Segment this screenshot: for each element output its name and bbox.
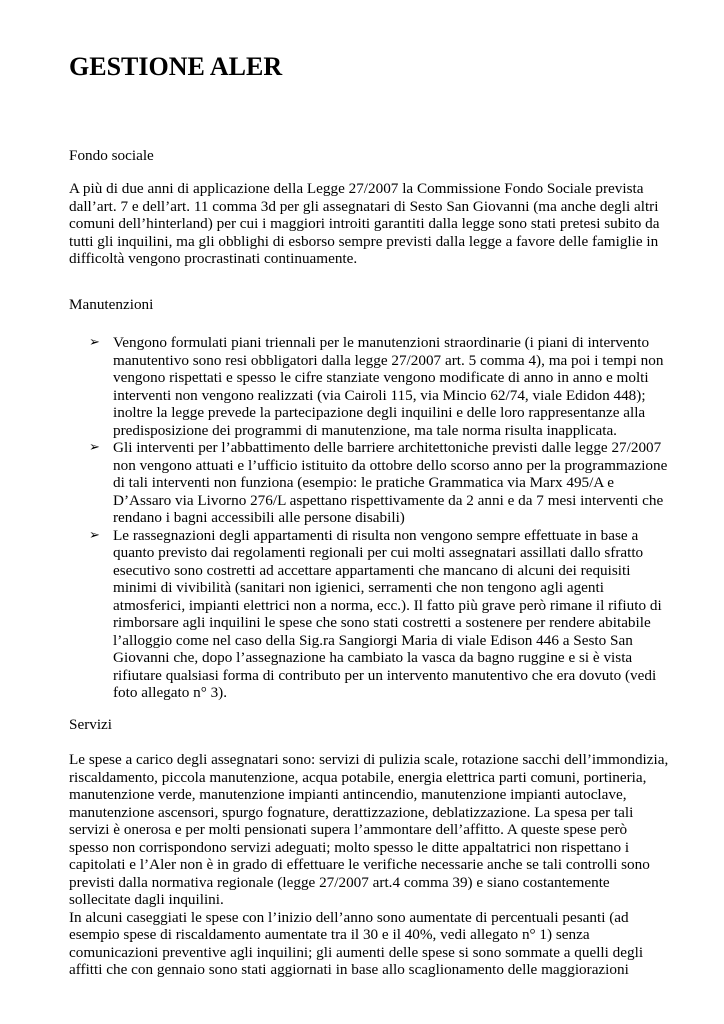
document-title: GESTIONE ALER <box>69 52 283 81</box>
manutenzioni-bullet-list <box>69 334 669 702</box>
bullet-text: Gli interventi per l’abbattimento delle barriere architettoniche previsti dalle legge 27/2007 non vengono attuati e l’ufficio istituito da ottobre dello scorso anno per la programmazione di tali interventi non funziona (esempio: le pratiche Grammatica via Marx 495/A e D’Assaro via Livorno 276/L aspettano rispettivamente da 2 anni e da 7 mesi interventi che rendano i bagni accessibili alle persone disabili) <box>113 439 668 526</box>
list-item <box>69 527 669 702</box>
servizi-text-2: In alcuni caseggiati le spese con l’inizio dell’anno sono aumentate di percentuali pesanti (ad esempio spese di riscaldamento aumentate tra il 30 e il 40%, vedi allegato n° 1) senza comunicazioni preventive agli inquilini; gli aumenti delle spese si sono sommate a quelli degli affitti che con gennaio sono stati aggiornati in base allo scaglionamento delle maggiorazioni <box>69 908 644 978</box>
section-heading-fondo-sociale: Fondo sociale <box>69 147 154 164</box>
bullet-text: Le rassegnazioni degli appartamenti di risulta non vengono sempre effettuate in base a quanto previsto dai regolamenti regionali per cui molti assegnatari assillati dallo sfratto esecutivo sono costretti ad accettare appartamenti che mancano di alcuni dei requisiti minimi di vivibilità (sanitari non igienici, serramenti che non tengono agli agenti atmosferici, impianti elettrici non a norma, ecc.). Il fatto più grave però rimane il rifiuto di rimborsare agli inquilini le spese che sono stati costretti a sostenere per rendere abitabile l’alloggio come nel caso della Sig.ra Sangiorgi Maria di viale Edison 446 a Sesto San Giovanni che, dopo l’assegnazione ha cambiato la vasca da bagno ruggine e si è vista rifiutare qualsiasi forma di contributo per un intervento manutentivo che era dovuto (vedi foto allegato n° 3). <box>113 526 662 701</box>
section-heading-servizi: Servizi <box>69 716 113 733</box>
bullet-text: Vengono formulati piani triennali per le manutenzioni straordinarie (i piani di intervento manutentivo sono resi obbligatori dalla legge 27/2007 art. 5 comma 4), ma poi i tempi non vengono rispettati e spesso le cifre stanziate vengono modificate di anno in anno e molti interventi non vengono realizzati (via Cairoli 115, via Mincio 62/74, viale Edidon 448); inoltre la legge prevede la partecipazione degli inquilini e delle loro rappresentanze alla predisposizione dei programmi di manutenzione, ma tale norma risulta inapplicata. <box>113 334 664 439</box>
section-heading-manutenzioni: Manutenzioni <box>69 296 154 313</box>
servizi-paragraph <box>69 751 669 979</box>
arrowhead-bullet-icon: ➢ <box>89 335 100 350</box>
arrowhead-bullet-icon: ➢ <box>89 527 100 543</box>
arrowhead-bullet-icon: ➢ <box>89 440 100 455</box>
list-item <box>69 439 669 527</box>
list-item <box>69 334 669 439</box>
servizi-text-1: Le spese a carico degli assegnatari sono: servizi di pulizia scale, rotazione sacchi dell’immondizia, riscaldamento, piccola manutenzione, acqua potabile, energia elettrica parti comuni, portineria, manutenzione verde, manutenzione impianti antincendio, manutenzione impianti autoclave, manutenzione ascensori, spurgo fognature, derattizzazione, deblatizzazione. La spesa per tali servizi è onerosa e per molti pensionati supera l’ammontare dell’affitto. A queste spese però spesso non corrispondono servizi adeguati; molto spesso le ditte appaltatrici non rispettano i capitolati e l’Aler non è in grado di effettuare le verifiche necessarie anche se tali controlli sono previsti dalla normativa regionale (legge 27/2007 art.4 comma 39) e siano costantemente sollecitate dagli inquilini. <box>69 751 669 908</box>
fondo-sociale-text: A più di due anni di applicazione della Legge 27/2007 la Commissione Fondo Sociale prevista dall’art. 7 e dell’art. 11 comma 3d per gli assegnatari di Sesto San Giovanni (ma anche degli altri comuni dell’hinterland) per cui i maggiori introiti garantiti dalla legge sono stati pretesi subito da tutti gli inquilini, ma gli obblighi di esborso sempre previsti dalla legge a favore delle famiglie in difficoltà vengono procrastinati continuamente. <box>69 180 660 267</box>
fondo-sociale-paragraph <box>69 180 669 268</box>
